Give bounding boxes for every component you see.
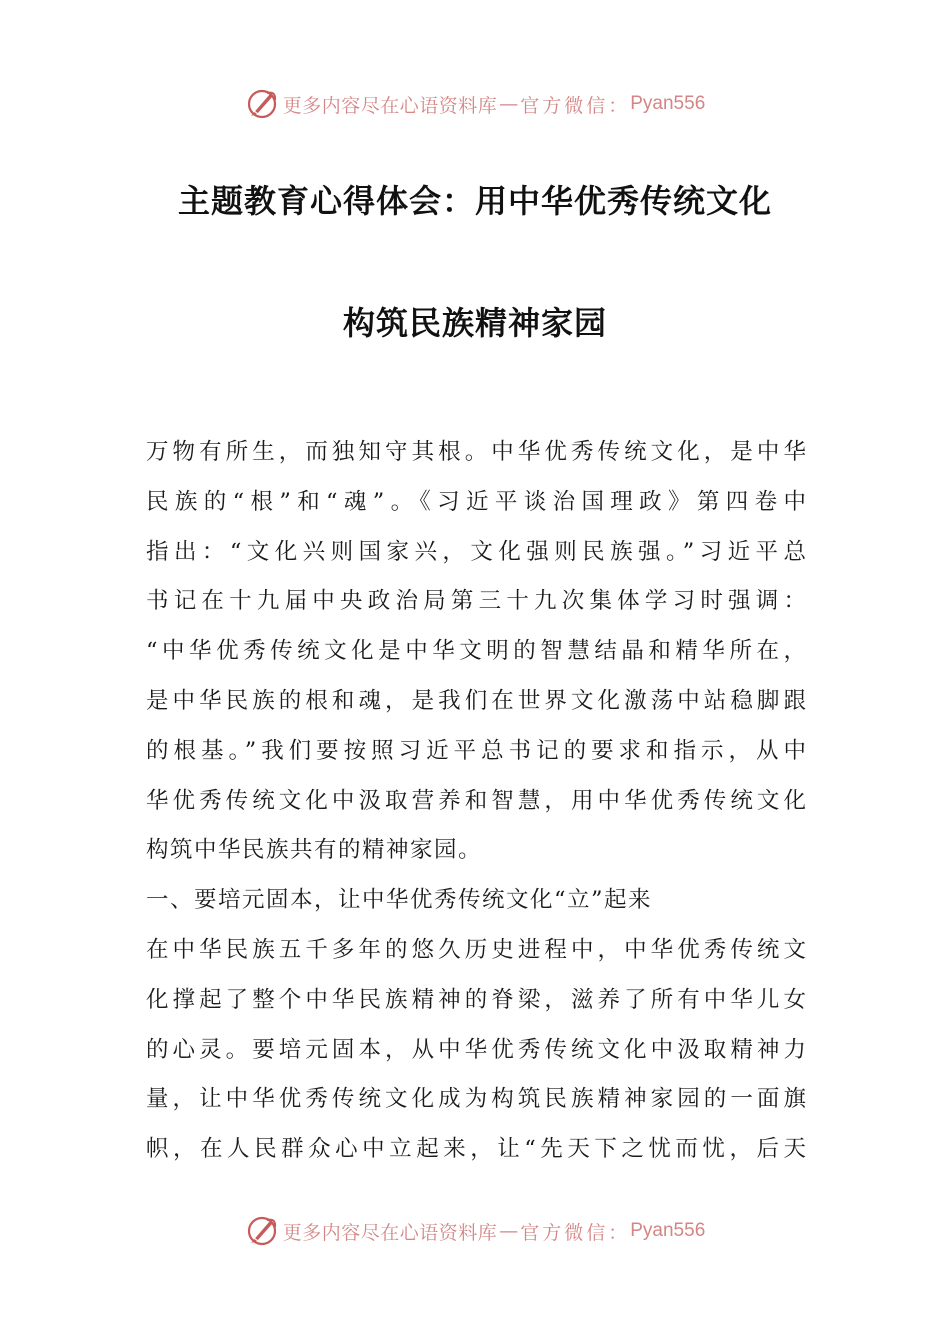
body-line: 书记在十九届中央政治局第三十九次集体学习时强调： bbox=[146, 588, 806, 615]
quill-pen-logo-icon bbox=[245, 1214, 279, 1248]
body-line: 化撑起了整个中华民族精神的脊梁，滋养了所有中华儿女 bbox=[146, 986, 806, 1013]
body-line: 帜，在人民群众心中立起来，让“先天下之忧而忧，后天 bbox=[146, 1136, 806, 1163]
banner-separator: — bbox=[499, 93, 519, 115]
body-line: 华优秀传统文化中汲取营养和智慧，用中华优秀传统文化 bbox=[146, 787, 806, 814]
banner-wechat-id: Pyan556 bbox=[630, 1220, 706, 1241]
footer-banner bbox=[0, 1211, 950, 1251]
banner-text: 更多内容尽在心语资料库 bbox=[282, 1221, 498, 1244]
body-line: 是中华民族的根和魂，是我们在世界文化激荡中站稳脚跟 bbox=[146, 687, 806, 714]
banner-wechat-label: 官方微信： bbox=[520, 1221, 631, 1244]
body-line: 指出：“文化兴则国家兴，文化强则民族强。”习近平总 bbox=[146, 538, 806, 565]
header-banner bbox=[0, 84, 950, 124]
document-title-line-1: 主题教育心得体会：用中华优秀传统文化 bbox=[177, 182, 772, 220]
banner-text: 更多内容尽在心语资料库 bbox=[282, 94, 498, 117]
section-heading: 一、要培元固本，让中华优秀传统文化“立”起来 bbox=[146, 887, 653, 914]
body-line: 民族的“根”和“魂”。《习近平谈治国理政》第四卷中 bbox=[146, 488, 806, 515]
document-title-line-2: 构筑民族精神家园 bbox=[342, 304, 607, 342]
body-line: 的根基。”我们要按照习近平总书记的要求和指示，从中 bbox=[146, 737, 806, 764]
body-line: 的心灵。要培元固本，从中华优秀传统文化中汲取精神力 bbox=[146, 1036, 806, 1063]
body-line: “中华优秀传统文化是中华文明的智慧结晶和精华所在， bbox=[146, 638, 806, 665]
banner-separator: — bbox=[499, 1220, 519, 1242]
banner-wechat-label: 官方微信： bbox=[520, 94, 631, 117]
body-line: 万物有所生，而独知守其根。中华优秀传统文化，是中华 bbox=[146, 439, 806, 465]
body-line: 量，让中华优秀传统文化成为构筑民族精神家园的一面旗 bbox=[146, 1086, 806, 1113]
banner-wechat-id: Pyan556 bbox=[630, 93, 706, 114]
document-body bbox=[146, 428, 806, 1175]
body-line: 在中华民族五千多年的悠久历史进程中，中华优秀传统文 bbox=[146, 936, 806, 963]
quill-pen-logo-icon bbox=[245, 87, 279, 121]
body-line: 构筑中华民族共有的精神家园。 bbox=[146, 837, 483, 864]
